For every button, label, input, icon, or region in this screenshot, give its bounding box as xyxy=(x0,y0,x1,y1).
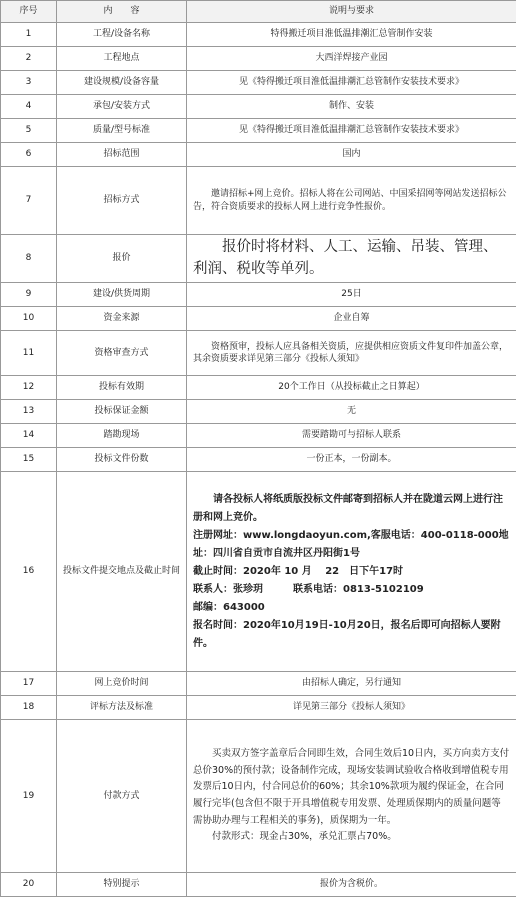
row-desc: 由招标人确定，另行通知 xyxy=(187,672,516,696)
row-desc: 见《特得搬迁项目淮低温排潮汇总管制作安装技术要求》 xyxy=(187,119,516,143)
row-content: 特别提示 xyxy=(57,873,187,897)
row-content: 招标范围 xyxy=(57,143,187,167)
row-content: 招标方式 xyxy=(57,167,187,235)
payment-terms xyxy=(187,720,516,873)
row-desc: 大西洋焊接产业园 xyxy=(187,47,516,71)
table-row xyxy=(1,331,516,376)
row-content: 工程/设备名称 xyxy=(57,23,187,47)
row-no: 15 xyxy=(1,448,57,472)
row-desc: 制作、安装 xyxy=(187,95,516,119)
row-no: 11 xyxy=(1,331,57,376)
payment-form-text: 付款形式：现金占30%，承兑汇票占70%。 xyxy=(212,831,397,843)
row-content: 投标有效期 xyxy=(57,376,187,400)
row-content: 网上竞价时间 xyxy=(57,672,187,696)
row-no: 20 xyxy=(1,873,57,897)
table-row xyxy=(1,472,516,672)
row-no: 4 xyxy=(1,95,57,119)
row-desc: 见《特得搬迁项目淮低温排潮汇总管制作安装技术要求》 xyxy=(187,71,516,95)
submission-details xyxy=(187,472,516,672)
row-desc-text: 报价时将材料、人工、运输、吊装、管理、利润、税收等单列。 xyxy=(193,239,498,277)
contact-person: 联系人：张珍玥 联系电话：0813-5102109 xyxy=(193,583,424,595)
row-desc: 国内 xyxy=(187,143,516,167)
table-row xyxy=(1,424,516,448)
row-desc-text: 资格预审，投标人应具备相关资质，应提供相应资质文件复印件加盖公章，其余资质要求详见第三部分《投标人须知》 xyxy=(193,341,509,364)
table-row xyxy=(1,720,516,873)
table-row xyxy=(1,47,516,71)
row-desc xyxy=(187,235,516,283)
table-row xyxy=(1,23,516,47)
payment-terms-text: 买卖双方签字盖章后合同即生效，合同生效后10日内，买方向卖方支付总价30%的预付款；设备制作完成，现场安装调试验收合格收到增值税专用发票后10日内，付合同总价的60%；其余10%款项为履约保证金，在合同履行完毕(包含但不限于开具增值税专用发票、处理质保期内的质量问题等需协助办理与工程相关的事务)，质保期为一年。 xyxy=(193,748,510,826)
submission-instruction: 请各投标人将纸质版投标文件邮寄到招标人并在陇道云网上进行注册和网上竞价。 xyxy=(193,493,503,523)
row-no: 5 xyxy=(1,119,57,143)
table-row xyxy=(1,873,516,897)
row-content: 资格审查方式 xyxy=(57,331,187,376)
row-desc: 企业自筹 xyxy=(187,307,516,331)
row-no: 2 xyxy=(1,47,57,71)
table-row xyxy=(1,119,516,143)
table-row xyxy=(1,672,516,696)
row-content: 质量/型号标准 xyxy=(57,119,187,143)
row-no: 7 xyxy=(1,167,57,235)
row-no: 12 xyxy=(1,376,57,400)
row-desc: 详见第三部分《投标人须知》 xyxy=(187,696,516,720)
table-row xyxy=(1,696,516,720)
table-row xyxy=(1,71,516,95)
row-no: 3 xyxy=(1,71,57,95)
row-content: 投标文件份数 xyxy=(57,448,187,472)
header-content: 内 容 xyxy=(57,1,187,23)
table-row xyxy=(1,167,516,235)
table-row xyxy=(1,283,516,307)
row-desc: 特得搬迁项目淮低温排潮汇总管制作安装 xyxy=(187,23,516,47)
row-no: 10 xyxy=(1,307,57,331)
postal-code: 邮编：643000 xyxy=(193,601,265,613)
row-content: 资金来源 xyxy=(57,307,187,331)
row-no: 1 xyxy=(1,23,57,47)
header-no: 序号 xyxy=(1,1,57,23)
deadline: 截止时间：2020年 10 月 22 日下午17时 xyxy=(193,565,404,577)
header-desc: 说明与要求 xyxy=(187,1,516,23)
row-no: 8 xyxy=(1,235,57,283)
table-row xyxy=(1,448,516,472)
row-no: 14 xyxy=(1,424,57,448)
row-desc: 一份正本，一份副本。 xyxy=(187,448,516,472)
table-header-row xyxy=(1,1,516,23)
row-content: 报价 xyxy=(57,235,187,283)
table-row xyxy=(1,307,516,331)
row-desc: 无 xyxy=(187,400,516,424)
row-desc: 需要踏勘可与招标人联系 xyxy=(187,424,516,448)
row-desc: 25日 xyxy=(187,283,516,307)
row-no: 9 xyxy=(1,283,57,307)
row-content: 承包/安装方式 xyxy=(57,95,187,119)
table-row xyxy=(1,235,516,283)
row-desc: 报价为含税价。 xyxy=(187,873,516,897)
registration-website: 注册网址：www.longdaoyun.com,客服电话：400-0118-000地址：四川省自贡市自流井区丹阳街1号 xyxy=(193,529,509,559)
row-content: 建设/供货周期 xyxy=(57,283,187,307)
row-desc-text: 邀请招标+网上竞价。招标人将在公司网站、中国采招网等网站发送招标公告，符合资质要求的投标人网上进行竞争性报价。 xyxy=(193,189,507,212)
registration-time: 报名时间：2020年10月19日-10月20日，报名后即可向招标人要附件。 xyxy=(193,619,501,649)
row-no: 17 xyxy=(1,672,57,696)
row-no: 18 xyxy=(1,696,57,720)
row-no: 13 xyxy=(1,400,57,424)
table-row xyxy=(1,95,516,119)
row-no: 16 xyxy=(1,472,57,672)
row-desc xyxy=(187,331,516,376)
row-content: 投标保证金额 xyxy=(57,400,187,424)
row-desc xyxy=(187,167,516,235)
table-row xyxy=(1,400,516,424)
row-content: 投标文件提交地点及截止时间 xyxy=(57,472,187,672)
row-content: 工程地点 xyxy=(57,47,187,71)
row-content: 踏勘现场 xyxy=(57,424,187,448)
row-content: 评标方法及标准 xyxy=(57,696,187,720)
row-content: 付款方式 xyxy=(57,720,187,873)
row-content: 建设规模/设备容量 xyxy=(57,71,187,95)
table-row xyxy=(1,376,516,400)
row-no: 6 xyxy=(1,143,57,167)
row-no: 19 xyxy=(1,720,57,873)
row-desc: 20个工作日（从投标截止之日算起） xyxy=(187,376,516,400)
table-row xyxy=(1,143,516,167)
